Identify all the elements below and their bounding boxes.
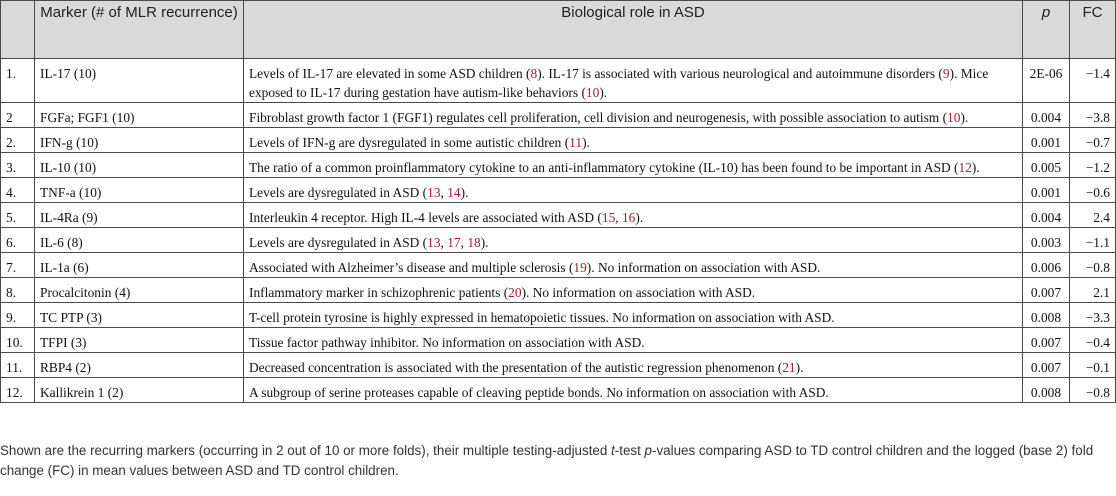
citation-ref[interactable]: 19 <box>573 260 587 275</box>
table-row <box>1 278 1116 303</box>
biological-role <box>244 59 1023 103</box>
fold-change: −3.3 <box>1070 303 1116 328</box>
p-value: 2E-06 <box>1023 59 1070 103</box>
fold-change: −0.7 <box>1070 128 1116 153</box>
row-number: 11. <box>1 353 35 378</box>
row-number: 12. <box>1 378 35 403</box>
marker-name: IL-4Ra (9) <box>35 203 244 228</box>
row-number: 6. <box>1 228 35 253</box>
text-run: ). <box>460 185 469 200</box>
fold-change: −1.1 <box>1070 228 1116 253</box>
table-row <box>1 378 1116 403</box>
text-run: Fibroblast growth factor 1 (FGF1) regulates cell proliferation, cell division and neurogenesis, with possible association to autism ( <box>249 110 948 125</box>
citation-ref[interactable]: 16 <box>621 210 636 225</box>
citation-ref[interactable]: 21 <box>782 360 796 375</box>
biological-role <box>244 153 1023 178</box>
text-run: ). <box>582 135 590 150</box>
fold-change: −0.8 <box>1070 378 1116 403</box>
row-number: 2 <box>1 103 35 128</box>
row-number: 4. <box>1 178 35 203</box>
text-run: ). <box>971 160 980 175</box>
marker-name: TFPI (3) <box>35 328 244 353</box>
table-row <box>1 228 1116 253</box>
text-run: Inflammatory marker in schizophrenic patients ( <box>249 285 509 300</box>
citation-ref[interactable]: 10 <box>585 85 600 100</box>
text-run: Levels of IL-17 are elevated in some ASD children ( <box>249 66 531 81</box>
header-fold-change: FC <box>1070 1 1116 59</box>
row-number: 5. <box>1 203 35 228</box>
text-run: -values comparing ASD to TD control children and the logged (base 2) fold change (FC) in mean values between ASD and TD control children. <box>0 443 1094 478</box>
table-row <box>1 253 1116 278</box>
citation-ref[interactable]: 12 <box>958 160 972 175</box>
biological-role <box>244 203 1023 228</box>
fold-change: −1.4 <box>1070 59 1116 103</box>
biological-role <box>244 278 1023 303</box>
text-run: ). Mice exposed to IL-17 during gestation have autism-like behaviors ( <box>249 66 989 100</box>
header-marker: Marker (# of MLR recurrence) <box>35 1 244 59</box>
biological-role <box>244 228 1023 253</box>
table-row <box>1 303 1116 328</box>
text-run: ). <box>599 85 608 100</box>
row-number: 7. <box>1 253 35 278</box>
text-run: ). No information on association with ASD. <box>586 260 821 275</box>
table-row <box>1 178 1116 203</box>
header-p-value <box>1023 1 1070 59</box>
fold-change: −1.2 <box>1070 153 1116 178</box>
row-number: 10. <box>1 328 35 353</box>
row-number: 1. <box>1 59 35 103</box>
marker-name: IL-1a (6) <box>35 253 244 278</box>
table-row <box>1 128 1116 153</box>
fold-change: 2.4 <box>1070 203 1116 228</box>
biological-role <box>244 253 1023 278</box>
text-run: ). <box>960 110 969 125</box>
marker-name: IL-10 (10) <box>35 153 244 178</box>
fold-change: −0.1 <box>1070 353 1116 378</box>
text-run: , <box>460 235 468 250</box>
text-run: Associated with Alzheimer’s disease and multiple sclerosis ( <box>249 260 574 275</box>
biological-role <box>244 328 1023 353</box>
marker-name: FGFa; FGF1 (10) <box>35 103 244 128</box>
text-run: Levels of IFN-g are dysregulated in some autistic children ( <box>249 135 570 150</box>
text-run: T-cell protein tyrosine is highly expressed in hematopoietic tissues. No information on association with ASD. <box>249 310 835 325</box>
table-row <box>1 353 1116 378</box>
text-run: Levels are dysregulated in ASD ( <box>249 235 428 250</box>
marker-name: IL-6 (8) <box>35 228 244 253</box>
p-value: 0.005 <box>1023 153 1070 178</box>
text-run: , <box>440 185 448 200</box>
citation-ref[interactable]: 13 <box>427 235 441 250</box>
row-number: 9. <box>1 303 35 328</box>
citation-ref[interactable]: 9 <box>942 66 950 81</box>
table-row <box>1 103 1116 128</box>
p-value: 0.007 <box>1023 353 1070 378</box>
p-value: 0.007 <box>1023 278 1070 303</box>
citation-ref[interactable]: 20 <box>508 285 522 300</box>
marker-name: IFN-g (10) <box>35 128 244 153</box>
citation-ref[interactable]: 17 <box>447 235 461 250</box>
fold-change: 2.1 <box>1070 278 1116 303</box>
marker-name: IL-17 (10) <box>35 59 244 103</box>
text-run: Tissue factor pathway inhibitor. No information on association with ASD. <box>249 335 645 350</box>
p-value: 0.008 <box>1023 303 1070 328</box>
biological-role <box>244 378 1023 403</box>
biological-role <box>244 303 1023 328</box>
p-value: 0.001 <box>1023 128 1070 153</box>
biological-role <box>244 353 1023 378</box>
p-value: 0.006 <box>1023 253 1070 278</box>
italic-text: p <box>644 443 652 458</box>
marker-name: TNF-a (10) <box>35 178 244 203</box>
table-row <box>1 59 1116 103</box>
row-number: 8. <box>1 278 35 303</box>
text-run: Decreased concentration is associated with the presentation of the autistic regression phenomenon ( <box>249 360 783 375</box>
table-body <box>1 59 1116 403</box>
table-caption <box>0 441 1116 481</box>
fold-change: −0.8 <box>1070 253 1116 278</box>
p-value: 0.003 <box>1023 228 1070 253</box>
row-number: 2. <box>1 128 35 153</box>
text-run: Shown are the recurring markers (occurring in 2 out of 10 or more folds), their multiple testing-adjusted <box>0 443 612 458</box>
text-run: Levels are dysregulated in ASD ( <box>249 185 428 200</box>
text-run: ). IL-17 is associated with various neurological and autoimmune disorders ( <box>537 66 943 81</box>
marker-name: TC PTP (3) <box>35 303 244 328</box>
marker-name: Procalcitonin (4) <box>35 278 244 303</box>
fold-change: −0.6 <box>1070 178 1116 203</box>
p-value: 0.007 <box>1023 328 1070 353</box>
citation-ref[interactable]: 8 <box>530 66 538 81</box>
citation-ref[interactable]: 15 <box>601 210 616 225</box>
citation-ref[interactable]: 13 <box>427 185 441 200</box>
marker-name: Kallikrein 1 (2) <box>35 378 244 403</box>
citation-ref[interactable]: 10 <box>947 110 961 125</box>
text-run: ). <box>480 235 489 250</box>
text-run: , <box>615 210 622 225</box>
text-run: , <box>440 235 448 250</box>
text-run: The ratio of a common proinflammatory cytokine to an anti-inflammatory cytokine (IL-10) has been found to be important in ASD ( <box>249 160 959 175</box>
fold-change: −3.8 <box>1070 103 1116 128</box>
citation-ref[interactable]: 18 <box>467 235 481 250</box>
table-row <box>1 203 1116 228</box>
biological-role <box>244 128 1023 153</box>
biological-role <box>244 178 1023 203</box>
citation-ref[interactable]: 14 <box>447 185 461 200</box>
header-p-label: p <box>1041 4 1051 21</box>
text-run: A subgroup of serine proteases capable of cleaving peptide bonds. No information on association with ASD. <box>249 385 829 400</box>
p-value: 0.004 <box>1023 203 1070 228</box>
p-value: 0.004 <box>1023 103 1070 128</box>
fold-change: −0.4 <box>1070 328 1116 353</box>
header-number <box>1 1 35 59</box>
italic-text: t <box>611 443 615 458</box>
marker-name: RBP4 (2) <box>35 353 244 378</box>
table-row <box>1 328 1116 353</box>
text-run: Interleukin 4 receptor. High IL-4 levels are associated with ASD ( <box>249 210 602 225</box>
table-header-row <box>1 1 1116 59</box>
text-run: -test <box>614 443 645 458</box>
p-value: 0.001 <box>1023 178 1070 203</box>
row-number: 3. <box>1 153 35 178</box>
text-run: ). No information on association with ASD. <box>521 285 756 300</box>
citation-ref[interactable]: 11 <box>569 135 583 150</box>
text-run: ). <box>795 360 804 375</box>
header-biological-role: Biological role in ASD <box>244 1 1023 59</box>
biological-role <box>244 103 1023 128</box>
text-run: ). <box>635 210 644 225</box>
p-value: 0.008 <box>1023 378 1070 403</box>
table-row <box>1 153 1116 178</box>
